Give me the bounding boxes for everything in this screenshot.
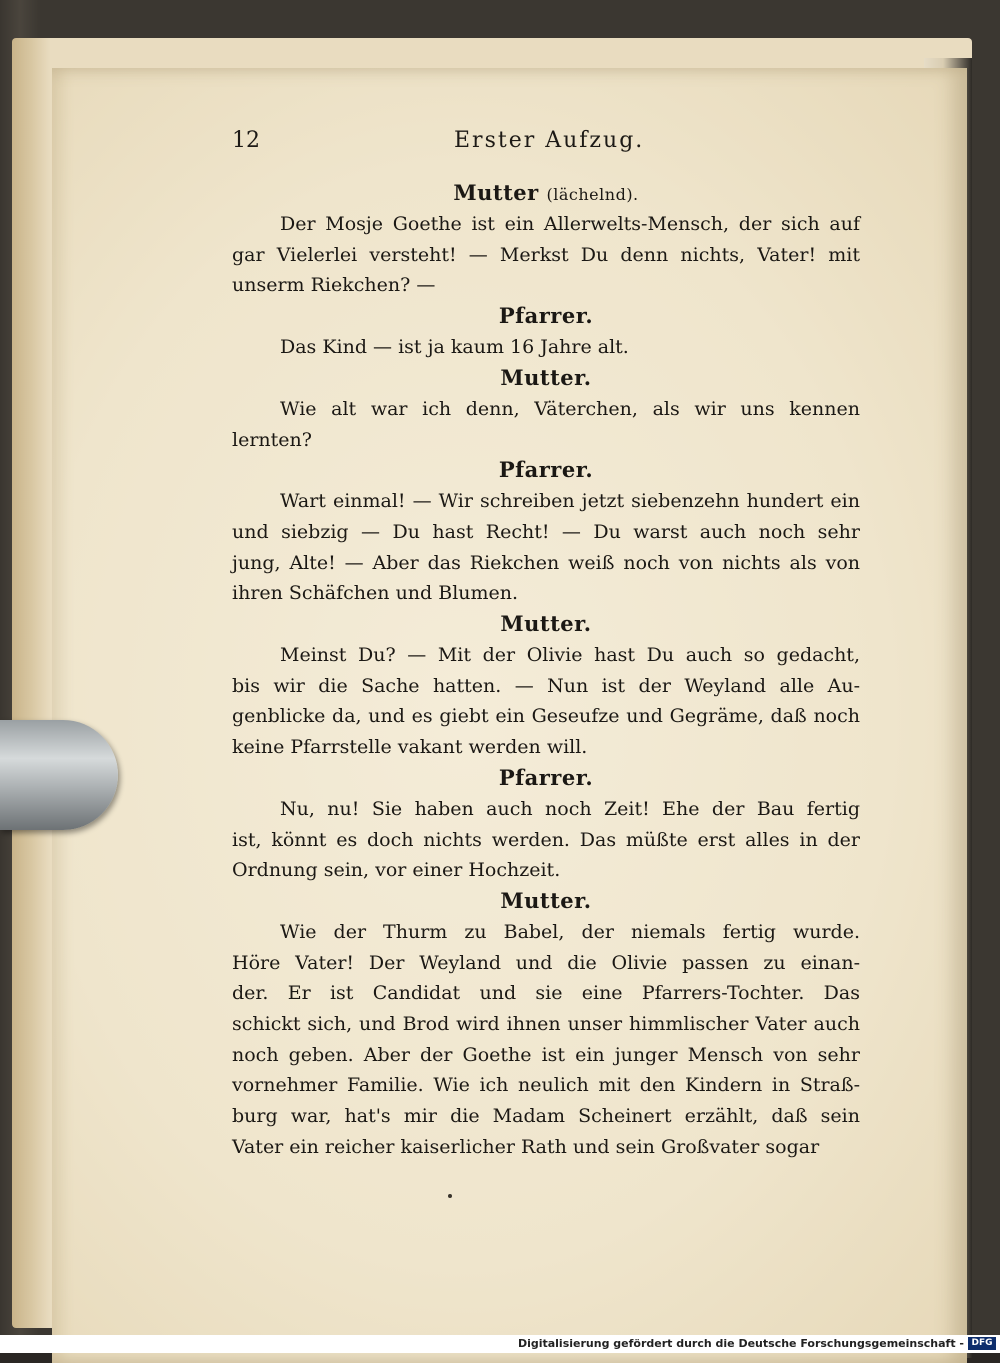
text-line: Meinst Du? — Mit der Olivie hast Du auch so gedacht,	[280, 644, 860, 667]
text-line: vornehmer Familie. Wie ich neulich mit den Kindern in Straß-	[232, 1074, 860, 1097]
speech-paragraph	[232, 486, 860, 609]
text-line: der. Er ist Candidat und sie eine Pfarrers-Tochter. Das	[232, 982, 860, 1005]
text-line: Nu, nu! Sie haben auch noch Zeit! Ehe der Bau fertig	[280, 797, 860, 820]
text-line: bis wir die Sache hatten. — Nun ist der Weyland alle Au-	[232, 674, 860, 697]
speaker-name: Pfarrer.	[498, 457, 594, 483]
speaker-name: Mutter.	[500, 364, 592, 390]
speaker-name: Pfarrer.	[498, 303, 594, 329]
funding-credit: Digitalisierung gefördert durch die Deutsche Forschungsgemeinschaft -	[517, 1337, 964, 1350]
text-line: gar Vielerlei versteht! — Merkst Du denn nichts, Vater! mit	[232, 243, 860, 266]
text-line: unserm Riekchen? —	[232, 274, 436, 297]
speaker-name: Mutter.	[500, 611, 592, 637]
speech-paragraph	[232, 794, 860, 886]
speaker-heading	[232, 301, 860, 332]
text-line: und siebzig — Du hast Recht! — Du warst auch noch sehr	[232, 520, 860, 543]
stage-direction: (lächelnd).	[546, 185, 639, 204]
speaker-heading	[232, 363, 860, 394]
speaker-heading	[232, 609, 860, 640]
speaker-name: Mutter.	[500, 887, 592, 913]
footer-bar	[0, 1335, 1000, 1353]
running-head: Erster Aufzug.	[454, 128, 645, 153]
speaker-name: Mutter	[453, 180, 539, 205]
dfg-logo: DFG	[968, 1337, 996, 1350]
text-line: schickt sich, und Brod wird ihnen unser himmlischer Vater auch	[232, 1013, 860, 1036]
text-line: lernten?	[232, 428, 312, 451]
text-line: burg war, hat's mir die Madam Scheinert erzählt, daß sein	[232, 1105, 860, 1128]
text-line: Wie der Thurm zu Babel, der niemals fertig wurde.	[280, 920, 860, 943]
text-line: Wie alt war ich denn, Väterchen, als wir uns kennen	[280, 397, 860, 420]
speaker-name: Pfarrer.	[498, 764, 594, 790]
speaker-heading	[232, 455, 860, 486]
play-text	[232, 178, 860, 1163]
text-line: ist, könnt es doch nichts werden. Das müßte erst alles in der	[232, 828, 860, 851]
speech-paragraph	[232, 640, 860, 763]
text-line: jung, Alte! — Aber das Riekchen weiß noch von nichts als von	[232, 551, 860, 574]
text-line: Vater ein reicher kaiserlicher Rath und sein Großvater sogar	[232, 1135, 820, 1158]
text-line: Der Mosje Goethe ist ein Allerwelts-Mensch, der sich auf	[280, 213, 860, 235]
text-line: noch geben. Aber der Goethe ist ein junger Mensch von sehr	[232, 1043, 860, 1066]
speaker-heading	[232, 886, 860, 917]
speech-paragraph	[232, 332, 860, 363]
ink-speck	[448, 1194, 452, 1198]
text-line: Wart einmal! — Wir schreiben jetzt siebenzehn hundert ein	[280, 490, 860, 513]
text-line: Ordnung sein, vor einer Hochzeit.	[232, 859, 561, 882]
text-line: genblicke da, und es giebt ein Geseufze und Gegräme, daß noch	[232, 705, 860, 728]
bookmark-clip	[0, 720, 118, 830]
text-line: Höre Vater! Der Weyland und die Olivie passen zu einan-	[232, 951, 860, 974]
page-header	[232, 128, 860, 162]
speech-paragraph	[232, 917, 860, 1163]
text-line: ihren Schäfchen und Blumen.	[232, 582, 519, 605]
text-line: Das Kind — ist ja kaum 16 Jahre alt.	[280, 336, 629, 359]
speaker-heading	[232, 763, 860, 794]
speech-paragraph	[232, 394, 860, 455]
speech-paragraph	[232, 209, 860, 301]
speaker-heading	[232, 178, 860, 209]
page-number: 12	[232, 128, 260, 153]
text-line: keine Pfarrstelle vakant werden will.	[232, 736, 588, 759]
